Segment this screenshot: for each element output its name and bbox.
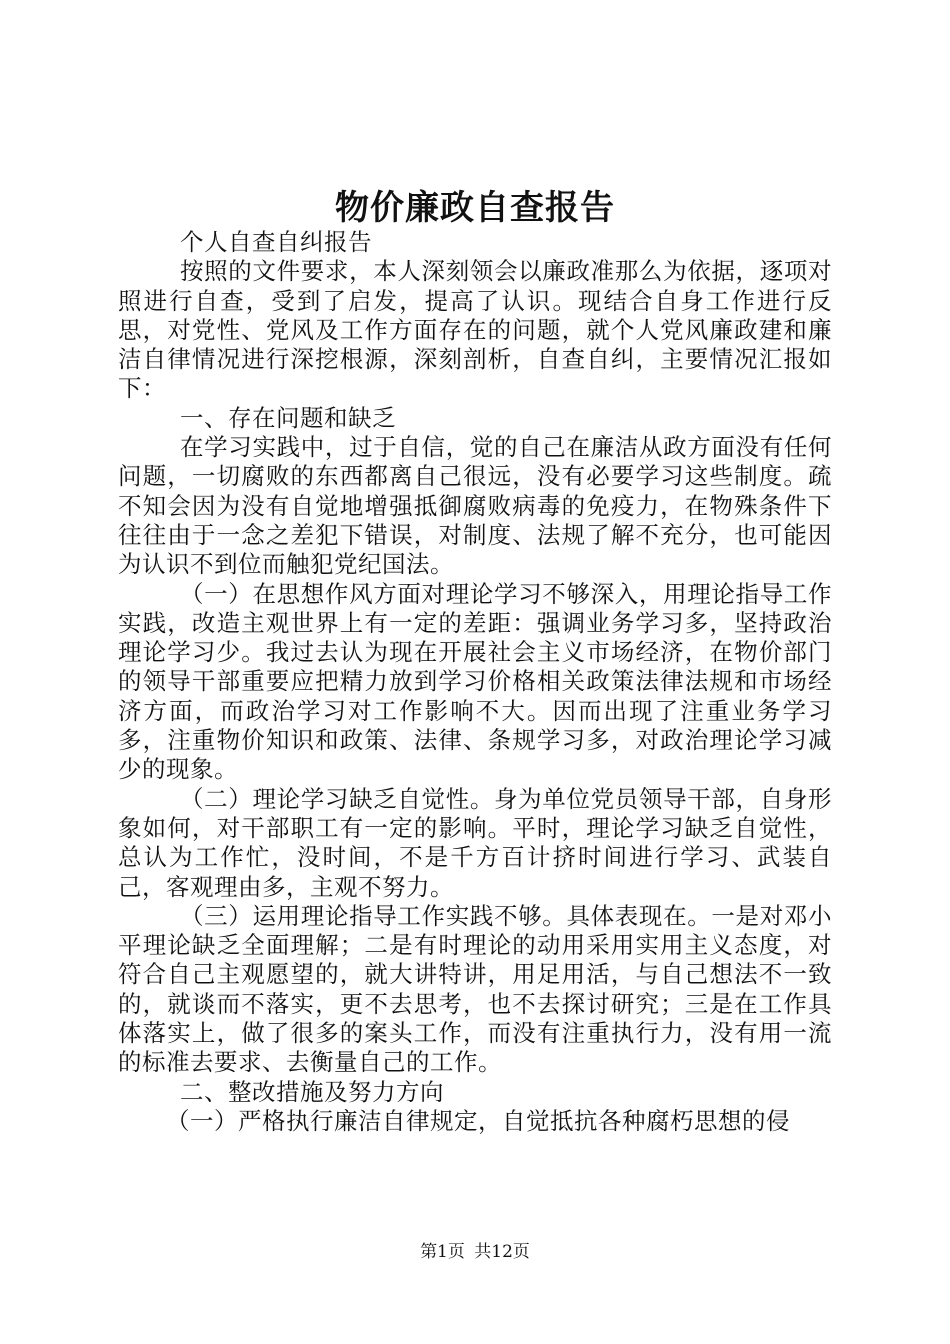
paragraph-measure-1: （一）严格执行廉洁自律规定，自觉抵抗各种腐朽思想的侵 [166,1106,790,1135]
section-heading-problems: 一、存在问题和缺乏 [180,403,396,432]
paragraph-item-3: （三）运用理论指导工作实践不够。具体表现在。一是对邓小平理论缺乏全面理解；二是有时理论的动用采用实用主义态度，对符合自己主观愿望的，就大讲特讲，用足用活，与自己想法不一致的，就谈而不落实，更不去思考，也不去探讨研究；三是在工作具体落实上，做了很多的案头工作，而没有注重执行力，没有用一流的标准去要求、去衡量自己的工作。 [118,901,832,1077]
paragraph-subtitle: 个人自查自纠报告 [180,228,372,256]
document-title: 物价廉政自查报告 [335,188,615,228]
page-total: 共12页 [474,1242,530,1262]
paragraph-problems: 在学习实践中，过于自信，觉的自己在廉洁从政方面没有任何问题，一切腐败的东西都离自己很远，没有必要学习这些制度。疏不知会因为没有自觉地增强抵御腐败病毒的免疫力，在物殊条件下往往由于一念之差犯下错误，对制度、法规了解不充分，也可能因为认识不到位而触犯党纪国法。 [118,433,832,579]
document-body [118,228,832,1136]
paragraph-item-2: （二）理论学习缺乏自觉性。身为单位党员领导干部，自身形象如何，对干部职工有一定的影响。平时，理论学习缺乏自觉性，总认为工作忙，没时间，不是千方百计挤时间进行学习、武装自己，客观理由多，主观不努力。 [118,784,832,901]
page-number: 第1页 [420,1242,465,1262]
page-footer [0,1240,950,1264]
paragraph-intro: 按照的文件要求，本人深刻领会以廉政准那么为依据，逐项对照进行自查，受到了启发，提高了认识。现结合自身工作进行反思，对党性、党风及工作方面存在的问题，就个人党风廉政建和廉洁自律情况进行深挖根源，深刻剖析，自查自纠，主要情况汇报如下： [118,257,832,403]
paragraph-item-1: （一）在思想作风方面对理论学习不够深入，用理论指导工作实践，改造主观世界上有一定的差距：强调业务学习多，坚持政治理论学习少。我过去认为现在开展社会主义市场经济，在物价部门的领导干部重要应把精力放到学习价格相关政策法律法规和市场经济方面，而政治学习对工作影响不大。因而出现了注重业务学习多，注重物价知识和政策、法律、条规学习多，对政治理论学习减少的现象。 [118,579,832,784]
section-heading-measures: 二、整改措施及努力方向 [180,1077,444,1106]
